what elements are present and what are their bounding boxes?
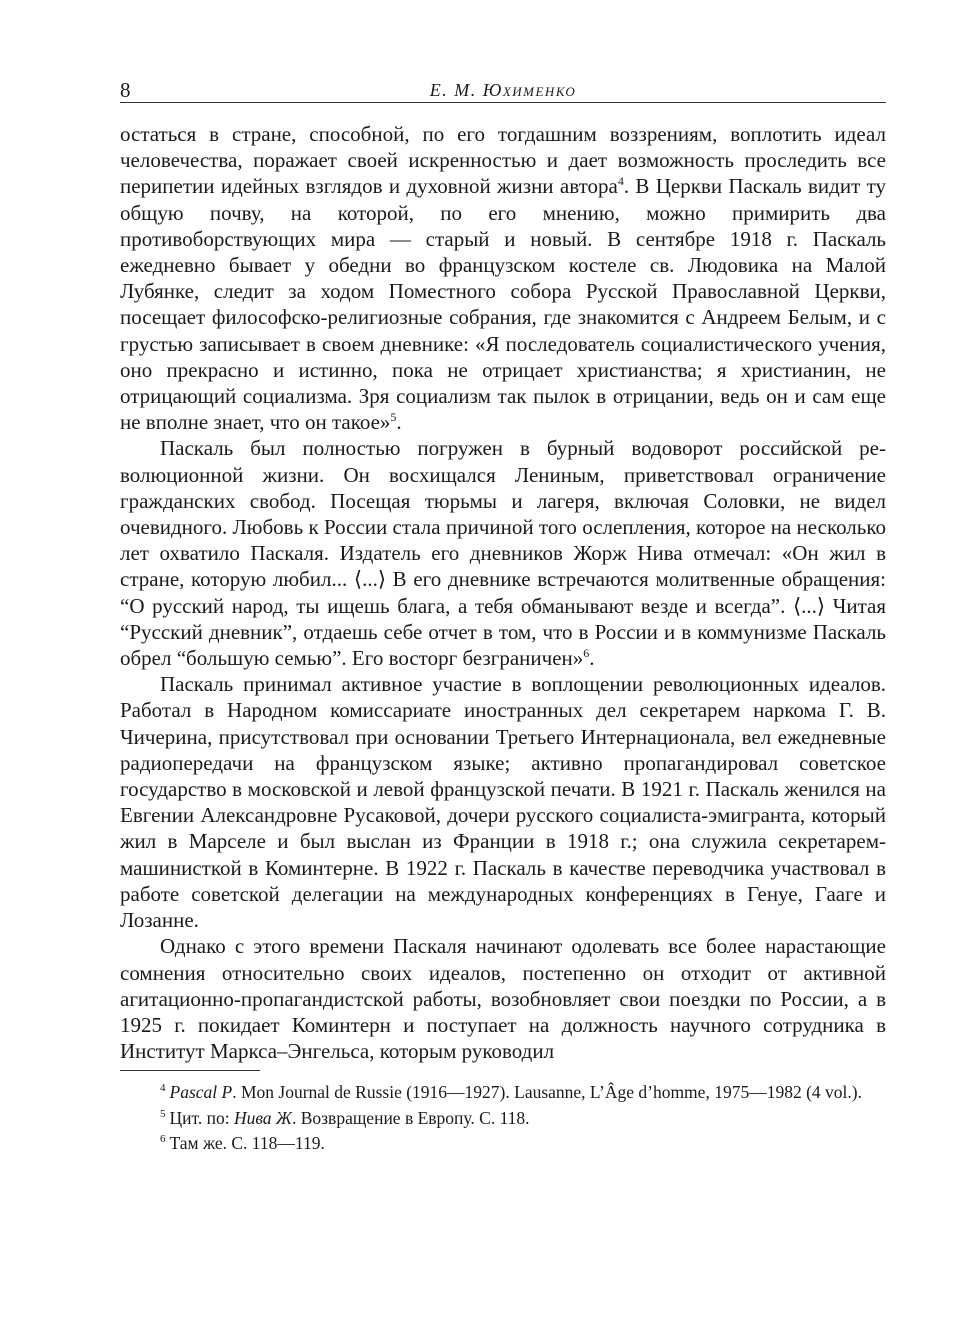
page-header bbox=[120, 74, 886, 103]
paragraph-3: Паскаль принимал активное участие в воплощении революционных идеалов. Работал в Народном комиссариате иностранных дел секретарем наркома Г. В. Чичерина, присутствовал при основании Третьего Интернационала, вел ежедневные радиопередачи на французском языке; активно пропагандировал советское государство в московской и левой французской печати. В 1921 г. Паскаль женился на Евгении Александровне Русаковой, дочери русского социалиста-эмигранта, который жил в Марселе и был выслан из Франции в 1918 г.; она служила секретарем-машинисткой в Коминтерне. В 1922 г. Паскаль в качестве переводчика участвовал в работе советской делегации на международных конференциях в Генуе, Гааге и Лозанне. bbox=[120, 672, 886, 933]
paragraph-1-text-b: . В Церкви Паскаль видит ту общую почву, на которой, по его мнению, можно примирить два противоборствующих мира — старый и новый. В сентябре 1918 г. Паскаль ежедневно бывает у обедни во французском костеле св. Людовика на Малой Лубянке, следит за ходом Поместного собора Русской Православной Церкви, посещает философско-религиозные собрания, где знакомится с Андреем Белым, и с грустью записывает в своем дневнике: «Я последователь социалистического учения, оно прекрасно и истинно, пока не отрицает христианства; я христианин, не отрицающий социализма. Зря социализм так пылок в отрицании, ведь он и сам еще не вполне знает, что он такое» bbox=[120, 174, 886, 435]
running-head bbox=[120, 80, 886, 101]
footnote-ref-4[interactable]: 4 bbox=[617, 174, 624, 189]
paragraph-1-text-a: остаться в стране, способной, по его тогдашним воззрениям, воплотить идеал человечества, поражает своей искренностью и дает возможность проследить все перипетии идейных взглядов и духовной жизни автора bbox=[120, 122, 886, 199]
footnote-5 bbox=[120, 1107, 886, 1131]
footnotes bbox=[120, 1081, 886, 1156]
running-head-initials: Е. М. bbox=[429, 80, 477, 100]
footnote-ref-6[interactable]: 6 bbox=[583, 646, 590, 661]
running-head-surname: Юхименко bbox=[482, 80, 577, 100]
footnote-number: 5 bbox=[160, 1107, 166, 1120]
paragraph-1 bbox=[120, 121, 886, 435]
page-number: 8 bbox=[120, 78, 131, 102]
footnote-author: Нива Ж bbox=[233, 1107, 292, 1128]
footnote-divider bbox=[120, 1070, 260, 1071]
footnote-ref-5[interactable]: 5 bbox=[390, 410, 397, 425]
footnote-text: . Возвращение в Европу. С. 118. bbox=[291, 1107, 530, 1128]
footnote-text: Там же. С. 118—119. bbox=[169, 1133, 325, 1154]
body-text bbox=[120, 121, 886, 1064]
paragraph-1-end: . bbox=[396, 410, 402, 435]
footnote-6 bbox=[120, 1132, 886, 1156]
footnote-number: 6 bbox=[160, 1133, 166, 1146]
footnote-author: Pascal P bbox=[169, 1082, 233, 1103]
paragraph-4: Однако с этого времени Паскаля начинают одолевать все более нарастающие сомнения относительно своих идеалов, постепенно он отходит от активной агитационно-пропагандистской работы, возобновляет свои поездки по России, а в 1925 г. покидает Коминтерн и поступает на должность научного сотрудника в Институт Маркса–Энгельса, которым руководил bbox=[120, 934, 886, 1064]
paragraph-2-end: . bbox=[589, 646, 595, 671]
footnote-prefix: Цит. по: bbox=[169, 1107, 234, 1128]
paragraph-2 bbox=[120, 435, 886, 671]
footnote-number: 4 bbox=[160, 1082, 166, 1095]
footnote-text: . Mon Journal de Russie (1916—1927). Lausanne, L’Âge d’homme, 1975—1982 (4 vol.). bbox=[232, 1082, 862, 1103]
footnote-4 bbox=[120, 1081, 886, 1105]
page bbox=[120, 74, 886, 1158]
paragraph-2-text: Паскаль был полностью погружен в бурный водоворот российской революционной жизни. Он восхищался Лениным, приветствовал ограничение гражданских свобод. Посещая тюрьмы и лагеря, включая Соловки, не видел очевидного. Любовь к России стала причиной того ослепления, которое на несколько лет охватило Паскаля. Издатель его дневников Жорж Нива отмечал: «Он жил в стране, которую любил... ⟨...⟩ В его дневнике встречаются молитвенные обращения: “О русский народ, ты ищешь блага, а тебя обманывают везде и всегда”. ⟨...⟩ Читая “Русский дневник”, отдаешь себе отчет в том, что в России и в коммунизме Паскаль обрел “большую семью”. Его восторг безграничен» bbox=[120, 436, 886, 671]
